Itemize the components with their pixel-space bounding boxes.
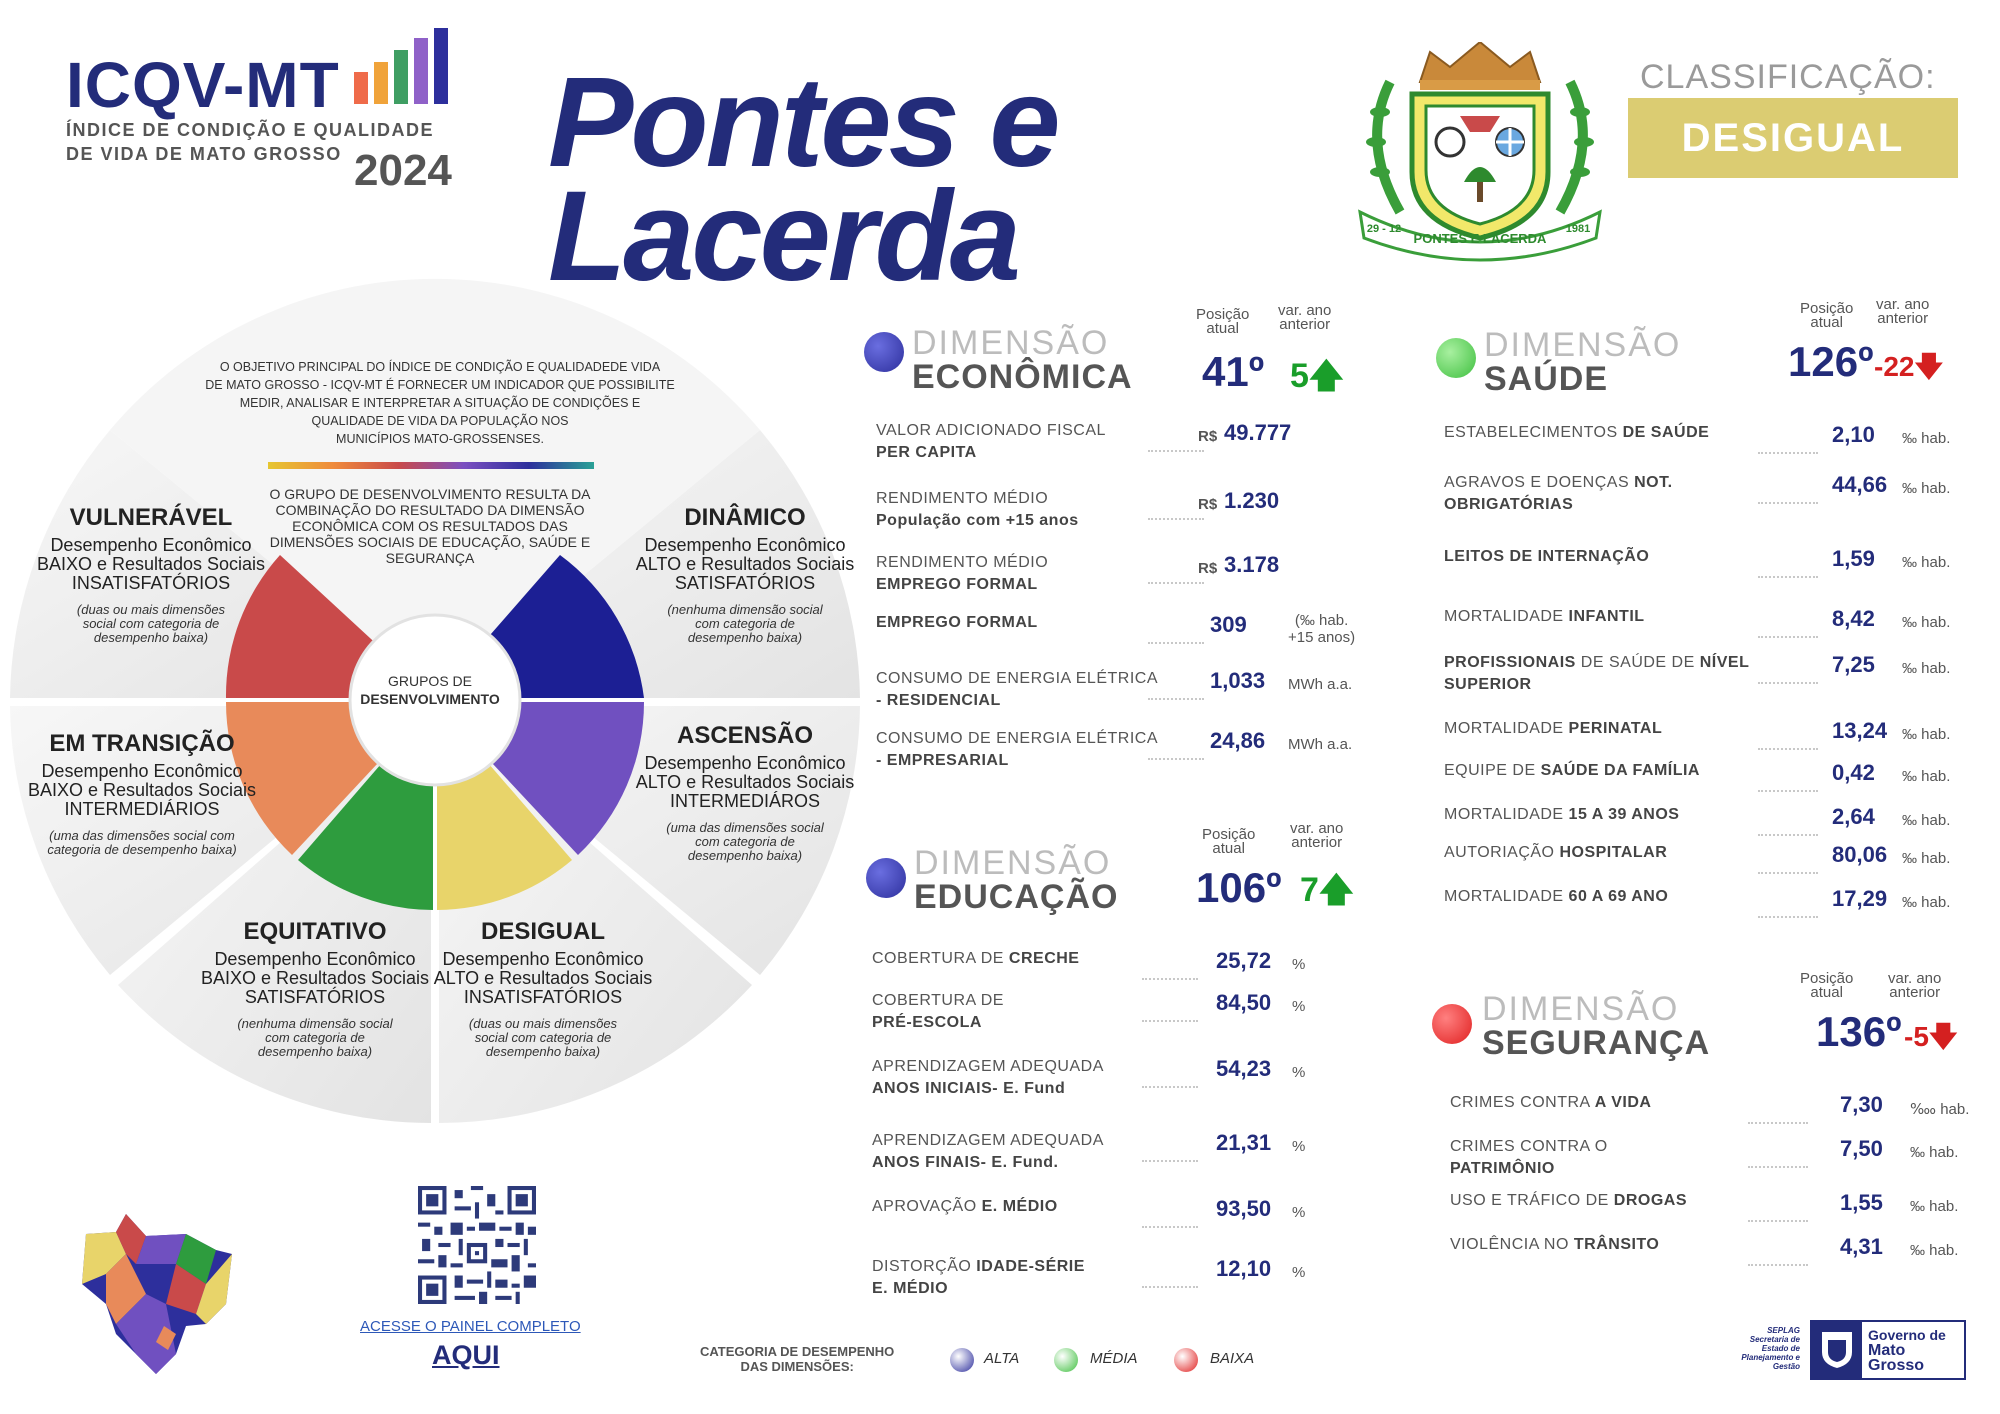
seguranca-row-label: [1450, 1234, 1750, 1256]
educacao-row-label: [872, 990, 1172, 1034]
saude-row-value: 1,59: [1832, 546, 1875, 571]
currency-symbol: R$: [1198, 428, 1218, 445]
seguranca-row: [1450, 1092, 1970, 1142]
educacao-row-value: 25,72: [1216, 948, 1272, 973]
saude-title: DIMENSÃO SAÚDE: [1484, 326, 1682, 398]
label-text: MORTALIDADE: [1444, 806, 1569, 823]
saude-row-value: 8,42: [1832, 606, 1875, 631]
educacao-row: [872, 1196, 1332, 1246]
seguranca-category-dot: [1432, 1004, 1472, 1044]
seguranca-var-header: var. ano anterior: [1888, 970, 1942, 1001]
label-bold-text: PRÉ-ESCOLA: [872, 1014, 982, 1031]
group-em-transicao: EM TRANSIÇÃO Desempenho Econômico BAIXO e Resultados Sociais INTERMEDIÁRIOS (uma das dimensões social com categoria de desempenho baixa): [27, 730, 257, 857]
label-text: CONSUMO DE ENERGIA ELÉTRICA: [876, 730, 1158, 747]
dotted-leader: [1148, 582, 1204, 584]
label-bold-text: PROFISSIONAIS: [1444, 654, 1576, 671]
saude-row-label: [1444, 760, 1784, 782]
legend-dot-baixa: [1174, 1348, 1198, 1372]
label-bold-text: SUPERIOR: [1444, 676, 1532, 693]
dotted-leader: [1148, 450, 1204, 452]
bar-chart-logo-icon: [352, 28, 456, 104]
seguranca-row-value: 4,31: [1840, 1234, 1883, 1259]
arrow-down-icon: 🡇: [1914, 351, 1944, 382]
label-text: RENDIMENTO MÉDIO: [876, 490, 1049, 507]
saude-row-value: 17,29: [1832, 886, 1888, 911]
dotted-leader: [1758, 790, 1818, 792]
seguranca-row: [1450, 1136, 1970, 1186]
educacao-row-unit: %: [1292, 1264, 1306, 1281]
educacao-title: DIMENSÃO EDUCAÇÃO: [914, 844, 1119, 916]
label-bold-text: 60 A 69 ANO: [1568, 888, 1669, 905]
label-bold-text: E. MÉDIO: [981, 1198, 1058, 1215]
educacao-variation: 7🡅: [1300, 866, 1354, 923]
saude-row-label: [1444, 718, 1784, 740]
saude-row: [1444, 760, 1984, 810]
economica-row-value: 3.178: [1224, 552, 1280, 577]
arrow-down-icon: 🡇: [1928, 1021, 1958, 1052]
dotted-leader: [1142, 1226, 1198, 1228]
seplag-logo: SEPLAG Secretaria de Estado de Planejamento e Gestão: [1741, 1326, 1800, 1371]
saude-var-header: var. ano anterior: [1876, 296, 1930, 327]
economica-row-unit: MWh a.a.: [1288, 736, 1353, 753]
label-text: AGRAVOS E DOENÇAS: [1444, 474, 1635, 491]
svg-text:29 - 12: 29 - 12: [1366, 223, 1402, 235]
label-bold-text: EMPREGO FORMAL: [876, 576, 1038, 593]
educacao-row-unit: %: [1292, 998, 1306, 1015]
city-name: Pontes e Lacerda: [548, 51, 1058, 308]
economica-row-label: [876, 488, 1176, 532]
currency-symbol: R$: [1198, 496, 1218, 513]
educacao-row-value: 12,10: [1216, 1256, 1272, 1281]
label-text: VIOLÊNCIA NO: [1450, 1236, 1574, 1253]
label-bold-text: SAÚDE DA FAMÍLIA: [1540, 762, 1700, 779]
economica-title: DIMENSÃO ECONÔMICA: [912, 324, 1133, 396]
label-bold-text: A VIDA: [1594, 1094, 1652, 1111]
dotted-leader: [1758, 682, 1818, 684]
saude-row: [1444, 546, 1984, 596]
economica-row-value: 49.777: [1224, 420, 1292, 445]
label-text: COBERTURA DE: [872, 950, 1009, 967]
arrow-up-icon: 🡅: [1308, 357, 1344, 395]
saude-row-value: 2,10: [1832, 422, 1875, 447]
saude-row-unit: ‰ hab.: [1902, 660, 1951, 677]
label-text: CONSUMO DE ENERGIA ELÉTRICA: [876, 670, 1158, 687]
educacao-row-label: [872, 1130, 1172, 1174]
label-text: DISTORÇÃO: [872, 1258, 977, 1275]
dotted-leader: [1148, 642, 1204, 644]
objective-text: O OBJETIVO PRINCIPAL DO ÍNDICE DE CONDIÇÃO E QUALIDADEDE VIDA DE MATO GROSSO - ICQV-MT É FORNECER UM INDICADOR QUE POSSIBILITE MEDIR, ANALISAR E INTERPRETAR A SITUAÇÃO DE CONDIÇÕES E QUALIDADE DE VIDA DA POPULAÇÃO NOS MUNICÍPIOS MATO-GROSSENSES.: [205, 360, 675, 446]
seguranca-pos-header: Posição atual: [1800, 970, 1854, 1001]
educacao-row-label: [872, 1256, 1172, 1300]
svg-text:PONTES E LACERDA: PONTES E LACERDA: [1413, 231, 1547, 246]
saude-row: [1444, 652, 1984, 702]
seguranca-row-label: [1450, 1190, 1750, 1212]
dotted-leader: [1758, 916, 1818, 918]
seguranca-title: DIMENSÃO SEGURANÇA: [1482, 990, 1711, 1062]
saude-row-unit: ‰ hab.: [1902, 554, 1951, 571]
saude-row: [1444, 472, 1984, 522]
economica-row: [876, 552, 1396, 602]
saude-row-label: [1444, 842, 1784, 864]
label-text: APROVAÇÃO: [872, 1198, 982, 1215]
label-bold-text: ANOS FINAIS- E. Fund.: [872, 1154, 1059, 1171]
educacao-row-value: 54,23: [1216, 1056, 1272, 1081]
label-bold-text: CRECHE: [1008, 950, 1080, 967]
label-text: COBERTURA DE: [872, 992, 1004, 1009]
label-text: AUTORIAÇÃO: [1444, 844, 1560, 861]
saude-row-label: [1444, 886, 1784, 908]
economica-category-dot: [864, 332, 904, 372]
educacao-pos-header: Posição atual: [1202, 826, 1256, 857]
dotted-leader: [1142, 978, 1198, 980]
saude-row-value: 7,25: [1832, 652, 1875, 677]
educacao-row-unit: %: [1292, 956, 1306, 973]
dotted-leader: [1748, 1122, 1808, 1124]
label-bold-text: ANOS INICIAIS- E. Fund: [872, 1080, 1066, 1097]
saude-row: [1444, 886, 1984, 936]
economica-variation: 5🡅: [1290, 352, 1344, 409]
economica-row-unit: MWh a.a.: [1288, 676, 1353, 693]
label-bold-text: NOT.: [1634, 474, 1673, 491]
label-text: MORTALIDADE: [1444, 608, 1569, 625]
label-bold-text: PATRIMÔNIO: [1450, 1160, 1555, 1177]
educacao-row-label: [872, 1196, 1172, 1218]
economica-row-unit: (‰ hab. +15 anos): [1288, 612, 1356, 646]
economica-row-label: [876, 552, 1176, 596]
economica-var-header: var. ano anterior: [1278, 302, 1332, 333]
saude-row-unit: ‰ hab.: [1902, 480, 1951, 497]
label-bold-text: PER CAPITA: [876, 444, 977, 461]
legend-label-baixa: BAIXA: [1210, 1350, 1255, 1367]
legend-label-media: MÉDIA: [1090, 1350, 1138, 1367]
aqui-link[interactable]: AQUI: [432, 1340, 500, 1370]
seguranca-variation: -5🡇: [1904, 1016, 1958, 1064]
educacao-row: [872, 1130, 1332, 1180]
economica-row-value: 24,86: [1210, 728, 1266, 753]
saude-row-unit: ‰ hab.: [1902, 430, 1951, 447]
currency-symbol: R$: [1198, 560, 1218, 577]
economica-position: 41º: [1202, 348, 1265, 395]
label-bold-text: - RESIDENCIAL: [876, 692, 1001, 709]
group-vulneravel: VULNERÁVEL Desempenho Econômico BAIXO e Resultados Sociais INSATISFATÓRIOS (duas ou mais dimensões social com categoria de desempenho baixa): [36, 504, 266, 645]
saude-row-label: [1444, 804, 1784, 826]
educacao-category-dot: [866, 858, 906, 898]
label-text: APRENDIZAGEM ADEQUADA: [872, 1132, 1104, 1149]
economica-row-value: 309: [1210, 612, 1247, 637]
economica-row-value: 1,033: [1210, 668, 1266, 693]
saude-row-unit: ‰ hab.: [1902, 768, 1951, 785]
saude-row-label: [1444, 546, 1784, 568]
legend-title: CATEGORIA DE DESEMPENHO DAS DIMENSÕES:: [700, 1344, 895, 1374]
label-bold-text: DROGAS: [1613, 1192, 1688, 1209]
label-bold-text: OBRIGATÓRIAS: [1444, 496, 1574, 513]
saude-category-dot: [1436, 338, 1476, 378]
saude-row: [1444, 422, 1984, 472]
saude-row-label: [1444, 422, 1784, 444]
governo-mt-logo: Governo de Mato Grosso: [1810, 1320, 1966, 1380]
saude-row-label: [1444, 606, 1784, 628]
label-text: RENDIMENTO MÉDIO: [876, 554, 1049, 571]
seguranca-row-value: 7,50: [1840, 1136, 1883, 1161]
saude-row-value: 80,06: [1832, 842, 1888, 867]
brand-subtitle: ÍNDICE DE CONDIÇÃO E QUALIDADE DE VIDA DE MATO GROSSO: [66, 120, 435, 164]
group-ascensao: ASCENSÃO Desempenho Econômico ALTO e Resultados Sociais INTERMEDIÁROS (uma das dimensões social com categoria de desempenho baixa): [635, 722, 855, 863]
mato-grosso-map: [76, 1214, 236, 1374]
state-shield-icon: [1812, 1322, 1862, 1378]
saude-row-value: 13,24: [1832, 718, 1888, 743]
label-text: APRENDIZAGEM ADEQUADA: [872, 1058, 1104, 1075]
educacao-row: [872, 990, 1332, 1040]
seguranca-row-value: 1,55: [1840, 1190, 1883, 1215]
gradient-divider: [268, 462, 594, 469]
dotted-leader: [1758, 502, 1818, 504]
dotted-leader: [1748, 1166, 1808, 1168]
seguranca-row-unit: ‱ hab.: [1910, 1101, 1970, 1118]
label-text: DE SAÚDE DE: [1575, 654, 1700, 671]
label-text: VALOR ADICIONADO FISCAL: [876, 422, 1106, 439]
educacao-row-value: 93,50: [1216, 1196, 1272, 1221]
seguranca-row: [1450, 1190, 1970, 1240]
economica-row: [876, 488, 1396, 538]
saude-row-unit: ‰ hab.: [1902, 614, 1951, 631]
label-bold-text: INFANTIL: [1568, 608, 1645, 625]
saude-row-unit: ‰ hab.: [1902, 812, 1951, 829]
saude-pos-header: Posição atual: [1800, 300, 1854, 331]
legend-dot-media: [1054, 1348, 1078, 1372]
educacao-row-unit: %: [1292, 1064, 1306, 1081]
educacao-row-label: [872, 948, 1172, 970]
educacao-row: [872, 1256, 1332, 1306]
economica-row-label: [876, 612, 1176, 634]
economica-row-value: 1.230: [1224, 488, 1280, 513]
dotted-leader: [1142, 1160, 1198, 1162]
dotted-leader: [1748, 1220, 1808, 1222]
dotted-leader: [1148, 698, 1204, 700]
label-bold-text: DE SAÚDE: [1622, 424, 1710, 441]
label-bold-text: População com +15 anos: [876, 512, 1079, 529]
saude-row-value: 44,66: [1832, 472, 1888, 497]
label-bold-text: IDADE-SÉRIE: [976, 1258, 1085, 1275]
dotted-leader: [1142, 1286, 1198, 1288]
group-dinamico: DINÂMICO Desempenho Econômico ALTO e Resultados Sociais SATISFATÓRIOS (nenhuma dimensão social com categoria de desempenho baixa): [635, 504, 855, 645]
saude-row: [1444, 842, 1984, 892]
saude-row-value: 0,42: [1832, 760, 1875, 785]
seguranca-row-label: [1450, 1136, 1750, 1180]
dotted-leader: [1758, 452, 1818, 454]
full-panel-link[interactable]: ACESSE O PAINEL COMPLETO: [360, 1318, 581, 1335]
municipal-coat-of-arms: [1340, 42, 1620, 262]
economica-row: [876, 668, 1396, 718]
classification-label: CLASSIFICAÇÃO:: [1640, 58, 1936, 96]
dotted-leader: [1758, 576, 1818, 578]
economica-row: [876, 420, 1396, 470]
educacao-row-unit: %: [1292, 1138, 1306, 1155]
label-bold-text: LEITOS DE INTERNAÇÃO: [1444, 548, 1650, 565]
saude-position: 126º: [1788, 338, 1874, 385]
label-bold-text: 15 A 39 ANOS: [1568, 806, 1680, 823]
economica-row-label: [876, 420, 1176, 464]
dotted-leader: [1748, 1264, 1808, 1266]
label-text: CRIMES CONTRA O: [1450, 1138, 1608, 1155]
dotted-leader: [1758, 872, 1818, 874]
economica-pos-header: Posição atual: [1196, 306, 1250, 337]
educacao-var-header: var. ano anterior: [1290, 820, 1344, 851]
seguranca-row-unit: ‰ hab.: [1910, 1144, 1959, 1161]
educacao-row-value: 84,50: [1216, 990, 1272, 1015]
dotted-leader: [1148, 518, 1204, 520]
label-bold-text: TRÂNSITO: [1573, 1236, 1660, 1253]
brand-title: ICQV-MT: [66, 49, 340, 121]
saude-row-value: 2,64: [1832, 804, 1875, 829]
label-text: USO E TRÁFICO DE: [1450, 1192, 1614, 1209]
wheel-center-label: GRUPOS DE DESENVOLVIMENTO: [360, 673, 500, 707]
saude-row: [1444, 606, 1984, 656]
dotted-leader: [1758, 834, 1818, 836]
label-text: EQUIPE DE: [1444, 762, 1541, 779]
qr-code[interactable]: [418, 1186, 536, 1304]
arrow-up-icon: 🡅: [1318, 871, 1354, 909]
label-bold-text: NÍVEL: [1699, 654, 1750, 671]
label-bold-text: E. MÉDIO: [872, 1280, 949, 1297]
saude-row-unit: ‰ hab.: [1902, 850, 1951, 867]
legend-label-alta: ALTA: [984, 1350, 1020, 1367]
economica-row-label: [876, 728, 1176, 772]
label-text: CRIMES CONTRA: [1450, 1094, 1595, 1111]
group-desigual: DESIGUAL Desempenho Econômico ALTO e Resultados Sociais INSATISFATÓRIOS (duas ou mais dimensões social com categoria de desempenho baixa): [433, 918, 653, 1059]
educacao-row-unit: %: [1292, 1204, 1306, 1221]
group-equitativo: EQUITATIVO Desempenho Econômico BAIXO e Resultados Sociais SATISFATÓRIOS (nenhuma dimensão social com categoria de desempenho baixa): [200, 918, 430, 1059]
legend-dot-alta: [950, 1348, 974, 1372]
dotted-leader: [1142, 1086, 1198, 1088]
seguranca-row-unit: ‰ hab.: [1910, 1198, 1959, 1215]
label-bold-text: EMPREGO FORMAL: [876, 614, 1038, 631]
dotted-leader: [1758, 636, 1818, 638]
classification-badge: DESIGUAL: [1628, 98, 1958, 178]
educacao-row: [872, 1056, 1332, 1106]
label-bold-text: PERINATAL: [1568, 720, 1663, 737]
seguranca-row-value: 7,30: [1840, 1092, 1883, 1117]
seguranca-row: [1450, 1234, 1970, 1284]
seguranca-position: 136º: [1816, 1008, 1902, 1055]
saude-row-label: [1444, 652, 1784, 696]
group-note-text: O GRUPO DE DESENVOLVIMENTO RESULTA DA COMBINAÇÃO DO RESULTADO DA DIMENSÃO ECONÔMICA COM OS RESULTADOS DAS DIMENSÕES SOCIAIS DE EDUCAÇÃO, SAÚDE E SEGURANÇA: [269, 486, 591, 566]
educacao-row-label: [872, 1056, 1172, 1100]
economica-row-label: [876, 668, 1176, 712]
economica-row: [876, 728, 1396, 778]
dotted-leader: [1142, 1020, 1198, 1022]
seguranca-row-unit: ‰ hab.: [1910, 1242, 1959, 1259]
seguranca-row-label: [1450, 1092, 1750, 1114]
brand-year: 2024: [354, 146, 452, 195]
saude-variation: -22🡇: [1874, 346, 1943, 394]
label-text: ESTABELECIMENTOS: [1444, 424, 1623, 441]
dotted-leader: [1148, 758, 1204, 760]
label-bold-text: - EMPRESARIAL: [876, 752, 1009, 769]
label-text: MORTALIDADE: [1444, 888, 1569, 905]
educacao-row-value: 21,31: [1216, 1130, 1272, 1155]
dotted-leader: [1758, 748, 1818, 750]
saude-row-label: [1444, 472, 1784, 516]
label-text: MORTALIDADE: [1444, 720, 1569, 737]
saude-row-unit: ‰ hab.: [1902, 894, 1951, 911]
educacao-position: 106º: [1196, 864, 1282, 911]
svg-text:1981: 1981: [1565, 223, 1591, 235]
label-bold-text: HOSPITALAR: [1559, 844, 1668, 861]
saude-row-unit: ‰ hab.: [1902, 726, 1951, 743]
economica-row: [876, 612, 1396, 662]
